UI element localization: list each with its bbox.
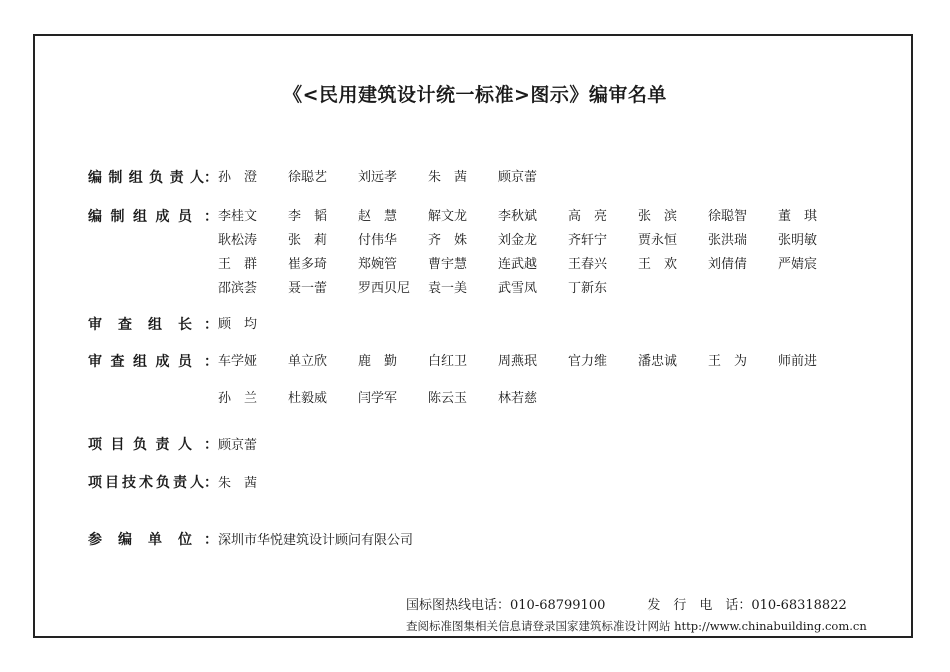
person-name: 张 莉 bbox=[288, 232, 328, 248]
person-name: 齐 姝 bbox=[428, 232, 468, 248]
person-name: 张洪瑞 bbox=[708, 232, 748, 248]
review-lead-label: 审 查 组 长 bbox=[88, 317, 192, 333]
person-name: 闫学军 bbox=[358, 390, 398, 406]
person-name: 徐聪智 bbox=[708, 208, 748, 224]
person-name: 鹿 勤 bbox=[358, 353, 398, 369]
name-row bbox=[218, 202, 848, 226]
compile-lead-label: 编 制 组 负 责 人 bbox=[88, 170, 204, 186]
person-name: 张明敏 bbox=[778, 232, 818, 248]
person-name: 车学娅 bbox=[218, 353, 258, 369]
person-name: 赵 慧 bbox=[358, 208, 398, 224]
project-lead-label: 项 目 负 责 人 bbox=[88, 437, 192, 453]
colon: ： bbox=[204, 209, 218, 225]
project-tech-lead-label: 项 目 技 术 负 责 人 bbox=[88, 475, 204, 491]
person-name: 齐轩宁 bbox=[568, 232, 608, 248]
person-name: 顾 均 bbox=[218, 316, 258, 332]
name-row bbox=[218, 384, 848, 408]
person-name: 杜毅威 bbox=[288, 390, 328, 406]
name-row bbox=[218, 310, 288, 334]
person-name: 陈云玉 bbox=[428, 390, 468, 406]
participating-unit-value: 深圳市华悦建筑设计顾问有限公司 bbox=[218, 533, 414, 548]
person-name: 丁新东 bbox=[568, 280, 608, 296]
name-row bbox=[218, 226, 848, 250]
person-name: 刘远孝 bbox=[358, 169, 398, 185]
person-name: 林若慈 bbox=[498, 390, 538, 406]
name-row bbox=[218, 274, 848, 298]
colon: ： bbox=[204, 475, 218, 491]
person-name: 官力维 bbox=[568, 353, 608, 369]
person-name: 周燕珉 bbox=[498, 353, 538, 369]
hotline-text: 国标图热线电话：010-68799100 bbox=[406, 598, 606, 613]
colon: ： bbox=[204, 437, 218, 453]
name-row bbox=[218, 250, 848, 274]
person-name: 朱 茜 bbox=[428, 169, 468, 185]
compile-lead-names bbox=[218, 163, 568, 187]
person-name: 徐聪艺 bbox=[288, 169, 328, 185]
person-name: 王 群 bbox=[218, 256, 258, 272]
person-name: 聂一蕾 bbox=[288, 280, 328, 296]
project-lead-value: 顾京蕾 bbox=[218, 438, 258, 453]
person-name: 严婧宸 bbox=[778, 256, 818, 272]
person-name: 连武越 bbox=[498, 256, 538, 272]
compile-members-label: 编 制 组 成 员 bbox=[88, 209, 192, 225]
person-name: 白红卫 bbox=[428, 353, 468, 369]
compile-members-names bbox=[218, 202, 848, 298]
person-name: 董 琪 bbox=[778, 208, 818, 224]
person-name: 孙 兰 bbox=[218, 390, 258, 406]
person-name: 武雪凤 bbox=[498, 280, 538, 296]
review-lead-names bbox=[218, 310, 288, 334]
person-name: 崔多琦 bbox=[288, 256, 328, 272]
person-name: 单立欣 bbox=[288, 353, 328, 369]
person-name: 李 韬 bbox=[288, 208, 328, 224]
name-row bbox=[218, 347, 848, 371]
colon: ： bbox=[204, 354, 218, 370]
person-name: 郑婉管 bbox=[358, 256, 398, 272]
person-name: 李秋斌 bbox=[498, 208, 538, 224]
issue-phone-text: 发 行 电 话：010-68318822 bbox=[647, 598, 847, 613]
person-name: 解文龙 bbox=[428, 208, 468, 224]
person-name: 王春兴 bbox=[568, 256, 608, 272]
person-name: 潘忠诚 bbox=[638, 353, 678, 369]
person-name: 耿松涛 bbox=[218, 232, 258, 248]
person-name: 高 亮 bbox=[568, 208, 608, 224]
colon: ： bbox=[204, 317, 218, 333]
person-name: 邵滨荟 bbox=[218, 280, 258, 296]
person-name: 付伟华 bbox=[358, 232, 398, 248]
person-name: 张 滨 bbox=[638, 208, 678, 224]
person-name: 刘金龙 bbox=[498, 232, 538, 248]
review-members-label: 审 查 组 成 员 bbox=[88, 354, 192, 370]
person-name: 王 为 bbox=[708, 353, 748, 369]
project-tech-lead-value: 朱 茜 bbox=[218, 476, 258, 491]
website-note: 查阅标准图集相关信息请登录国家建筑标准设计网站 http://www.chinabuilding.com.cn bbox=[406, 619, 867, 633]
person-name: 刘倩倩 bbox=[708, 256, 748, 272]
colon: ： bbox=[204, 170, 218, 186]
footer-phones bbox=[406, 594, 847, 613]
person-name: 王 欢 bbox=[638, 256, 678, 272]
person-name: 李桂文 bbox=[218, 208, 258, 224]
page-title: 《<民用建筑设计统一标准>图示》编审名单 bbox=[283, 84, 667, 106]
person-name: 袁一美 bbox=[428, 280, 468, 296]
person-name: 曹宇慧 bbox=[428, 256, 468, 272]
participating-unit-label: 参 编 单 位 bbox=[88, 532, 192, 548]
person-name: 顾京蕾 bbox=[498, 169, 538, 185]
review-members-names bbox=[218, 347, 848, 408]
name-row bbox=[218, 163, 568, 187]
person-name: 罗西贝尼 bbox=[358, 280, 411, 296]
colon: ： bbox=[204, 532, 218, 548]
person-name: 贾永恒 bbox=[638, 232, 678, 248]
person-name: 孙 澄 bbox=[218, 169, 258, 185]
person-name: 师前进 bbox=[778, 353, 818, 369]
